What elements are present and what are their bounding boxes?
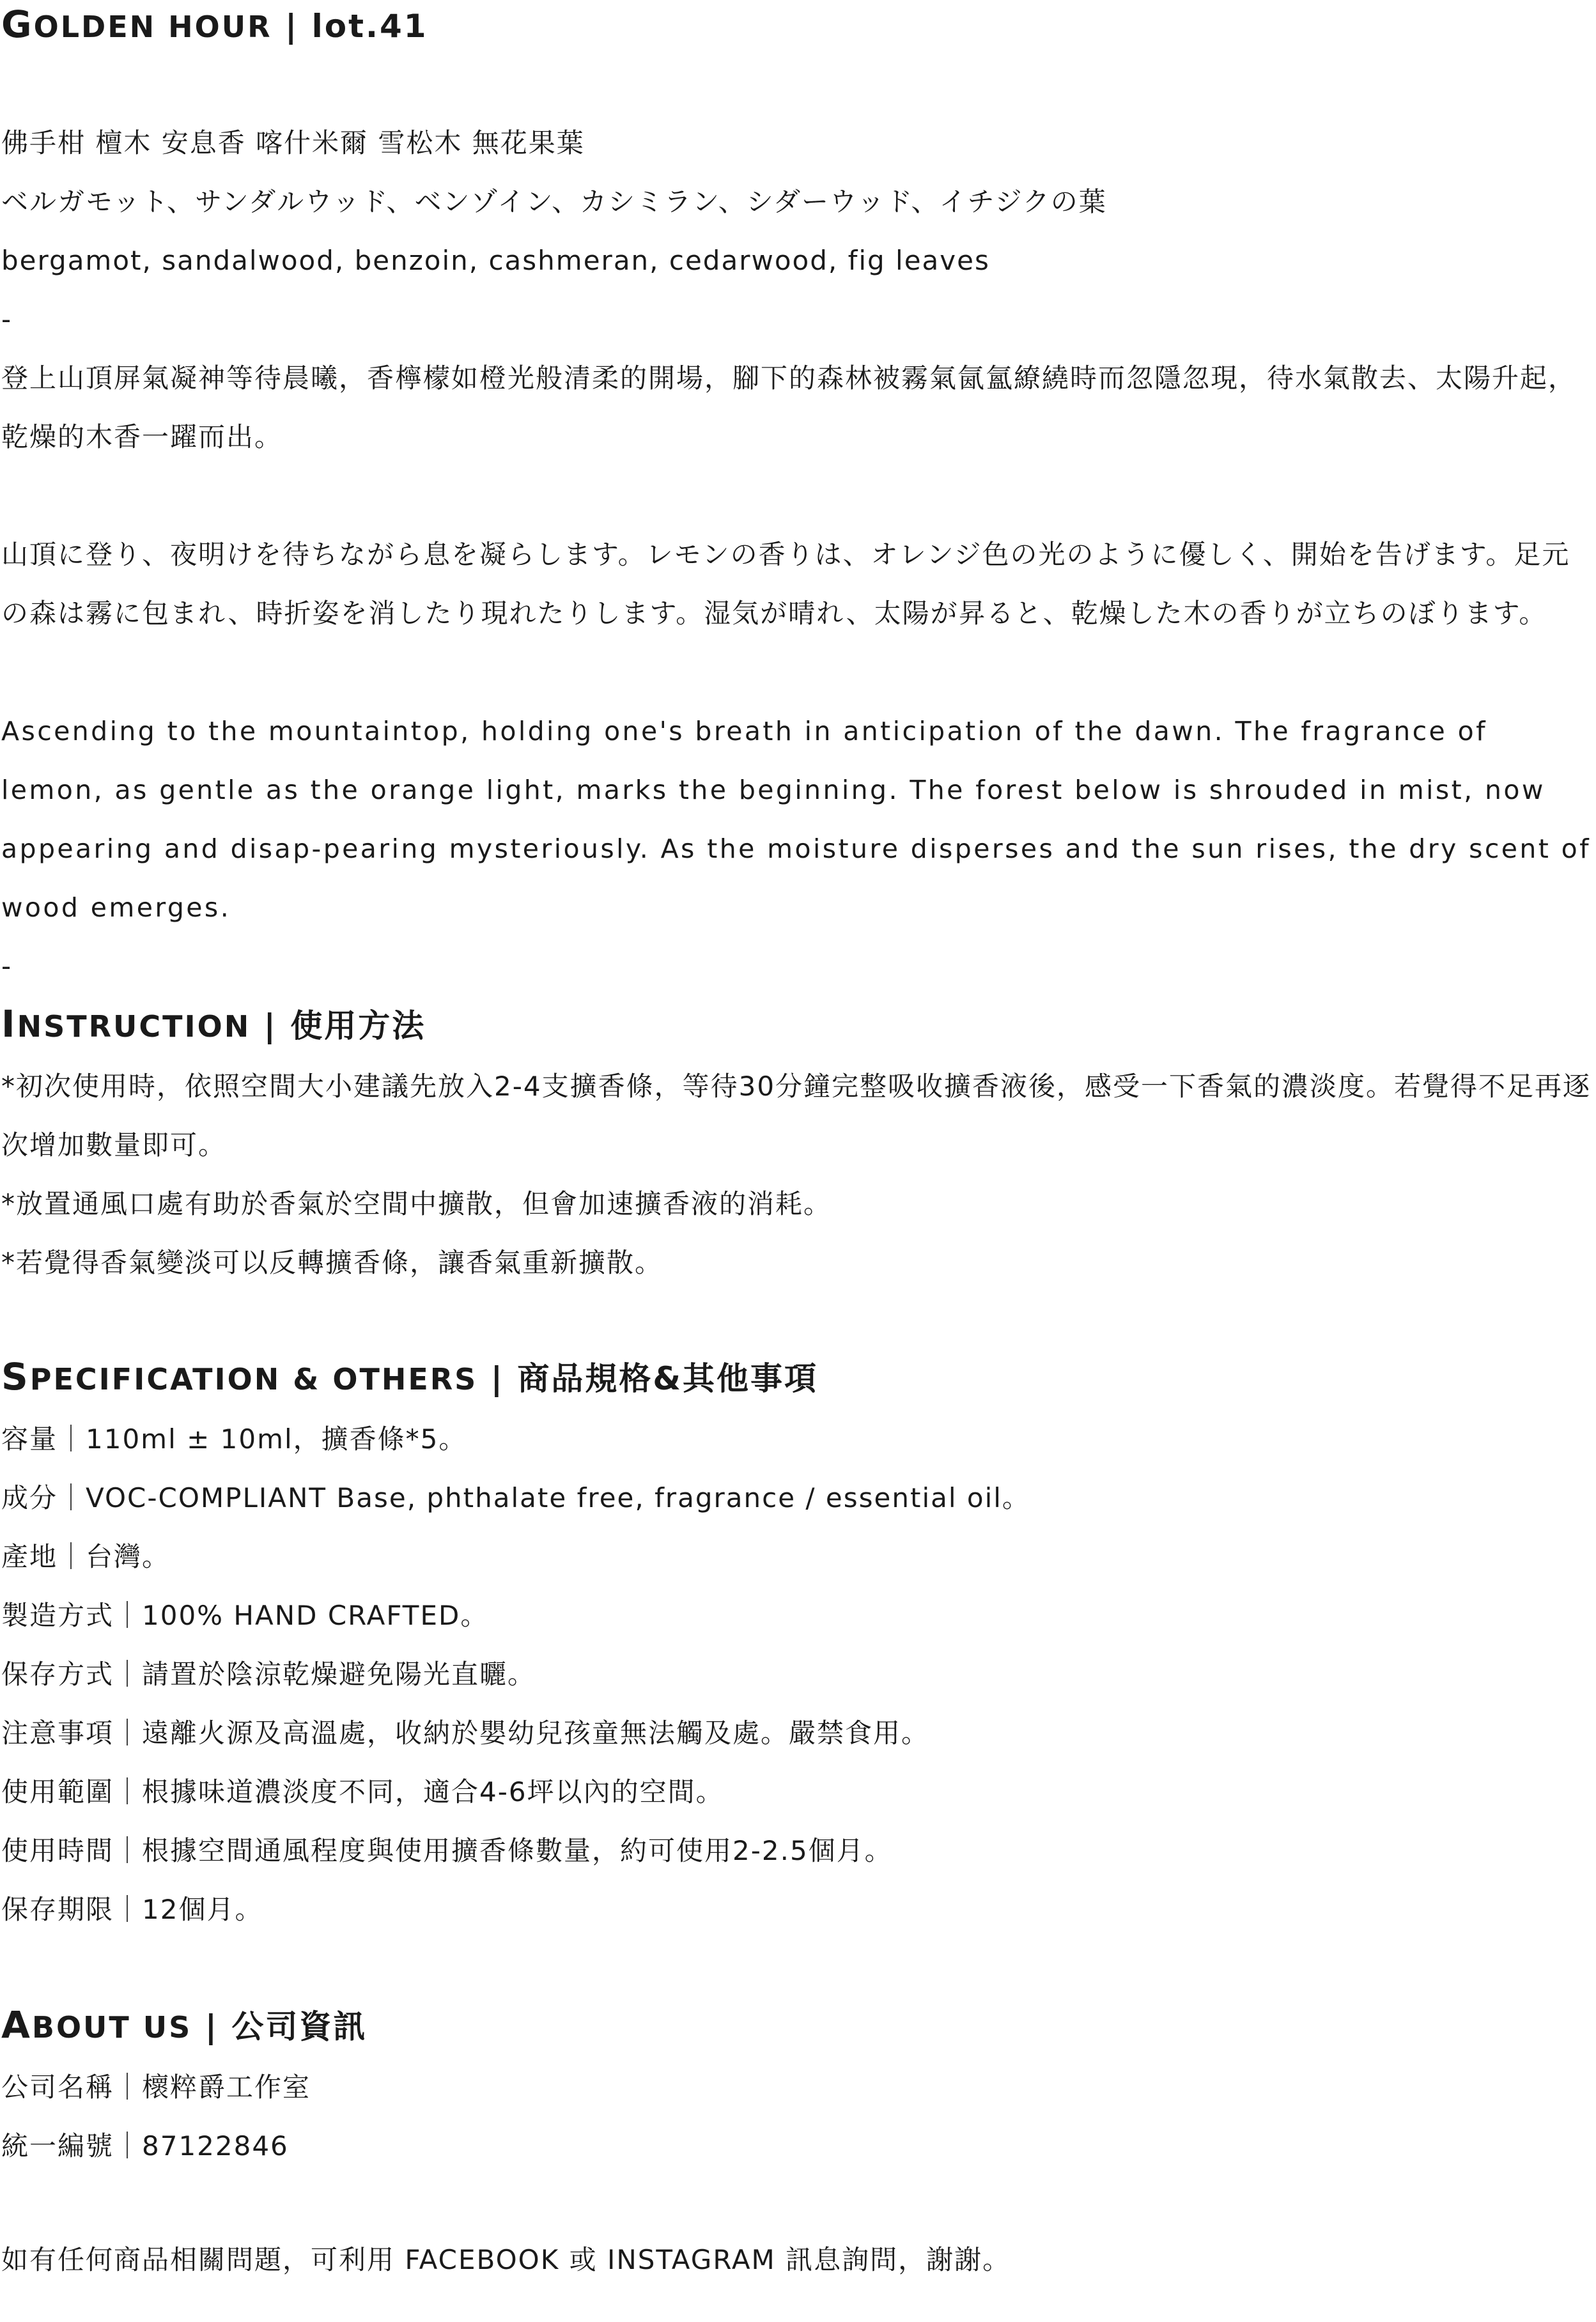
notes-zh: 佛手柑 檀木 安息香 喀什米爾 雪松木 無花果葉 (1, 127, 585, 159)
contact-section (1, 2231, 1011, 2289)
spec-item: 成分｜VOC-COMPLIANT Base, phthalate free, fragrance / essential oil。 (1, 1482, 1030, 1513)
spec-item: 製造方式｜100% HAND CRAFTED。 (1, 1600, 489, 1631)
about-heading-initial: A (1, 2003, 32, 2047)
story-en-section (1, 702, 1596, 996)
story-en: Ascending to the mountaintop, holding one's breath in anticipation of the dawn. The fragrance of lemon, as gentle as the orange light, marks the beginning. The forest below is shrouded in mist, now appearing and disap-pearing mysteriously. As the moisture disperses and the sun rises, the dry scent of wood emerges. (1, 716, 1592, 923)
contact-note: 如有任何商品相關問題，可利用 FACEBOOK 或 INSTAGRAM 訊息詢問，謝謝。 (1, 2244, 1011, 2275)
specification-heading-initial: S (1, 1355, 30, 1398)
page-title (1, 1, 428, 50)
about-section (1, 2002, 367, 2176)
story-ja: 山頂に登り、夜明けを待ちながら息を凝らします。レモンの香りは、オレンジ色の光のように優しく、開始を告げます。足元の森は霧に包まれ、時折姿を消したり現れたりします。湿気が晴れ、太陽が昇ると、乾燥した木の香りが立ちのぼります。 (1, 539, 1570, 629)
about-heading-rest: BOUT US (31, 2010, 192, 2045)
instruction-item: *放置通風口處有助於香氣於空間中擴散，但會加速擴香液的消耗。 (1, 1188, 832, 1219)
instruction-heading-separator: | (251, 1007, 291, 1044)
instruction-item: *初次使用時，依照空間大小建議先放入2-4支擴香條，等待30分鐘完整吸收擴香液後，感受一下香氣的濃淡度。若覺得不足再逐次增加數量即可。 (1, 1071, 1592, 1161)
divider-dash: - (1, 304, 12, 335)
notes-ja: ベルガモット、サンダルウッド、ベンゾイン、カシミラン、シダーウッド、イチジクの葉 (1, 186, 1107, 217)
specification-heading-separator: | (477, 1360, 518, 1397)
about-item: 統一編號｜87122846 (1, 2130, 289, 2162)
story-zh-section (1, 349, 1593, 467)
notes-section (1, 114, 1107, 349)
instruction-heading-zh: 使用方法 (290, 1007, 426, 1044)
instruction-item: *若覺得香氣變淡可以反轉擴香條，讓香氣重新擴散。 (1, 1247, 663, 1278)
notes-en: bergamot, sandalwood, benzoin, cashmeran, cedarwood, fig leaves (1, 245, 990, 276)
title-brand-initial: G (1, 3, 34, 46)
spec-item: 容量｜110ml ± 10ml，擴香條*5。 (1, 1423, 467, 1455)
title-separator: | (272, 8, 312, 45)
spec-item: 注意事項｜遠離火源及高溫處，收納於嬰幼兒孩童無法觸及處。嚴禁食用。 (1, 1717, 930, 1749)
specification-heading-rest: PECIFICATION & OTHERS (29, 1362, 478, 1397)
specification-section (1, 1354, 1030, 1939)
spec-item: 產地｜台灣。 (1, 1541, 171, 1572)
story-ja-section (1, 525, 1593, 643)
instruction-heading-initial: I (1, 1002, 17, 1046)
instruction-section (1, 1001, 1593, 1292)
title-lot: lot.41 (311, 8, 428, 45)
specification-heading (1, 1354, 1030, 1402)
spec-item: 保存期限｜12個月。 (1, 1894, 263, 1925)
about-heading-separator: | (192, 2008, 232, 2045)
divider-dash: - (1, 950, 12, 982)
story-zh: 登上山頂屏氣凝神等待晨曦，香檸檬如橙光般清柔的開場，腳下的森林被霧氣氤氳繚繞時而忽隱忽現，待水氣散去、太陽升起，乾燥的木香一躍而出。 (1, 362, 1577, 453)
specification-heading-zh: 商品規格&其他事項 (517, 1360, 818, 1397)
spec-item: 使用時間｜根據空間通風程度與使用擴香條數量，約可使用2-2.5個月。 (1, 1835, 893, 1866)
spec-item: 保存方式｜請置於陰涼乾燥避免陽光直曬。 (1, 1659, 536, 1690)
instruction-heading-rest: NSTRUCTION (17, 1009, 251, 1044)
instruction-heading (1, 1001, 1593, 1049)
spec-item: 使用範圍｜根據味道濃淡度不同，適合4-6坪以內的空間。 (1, 1776, 724, 1807)
about-heading (1, 2002, 367, 2050)
title-brand-rest: OLDEN HOUR (33, 10, 272, 44)
about-item: 公司名稱｜櫰粹爵工作室 (1, 2071, 311, 2103)
about-heading-zh: 公司資訊 (231, 2008, 368, 2045)
